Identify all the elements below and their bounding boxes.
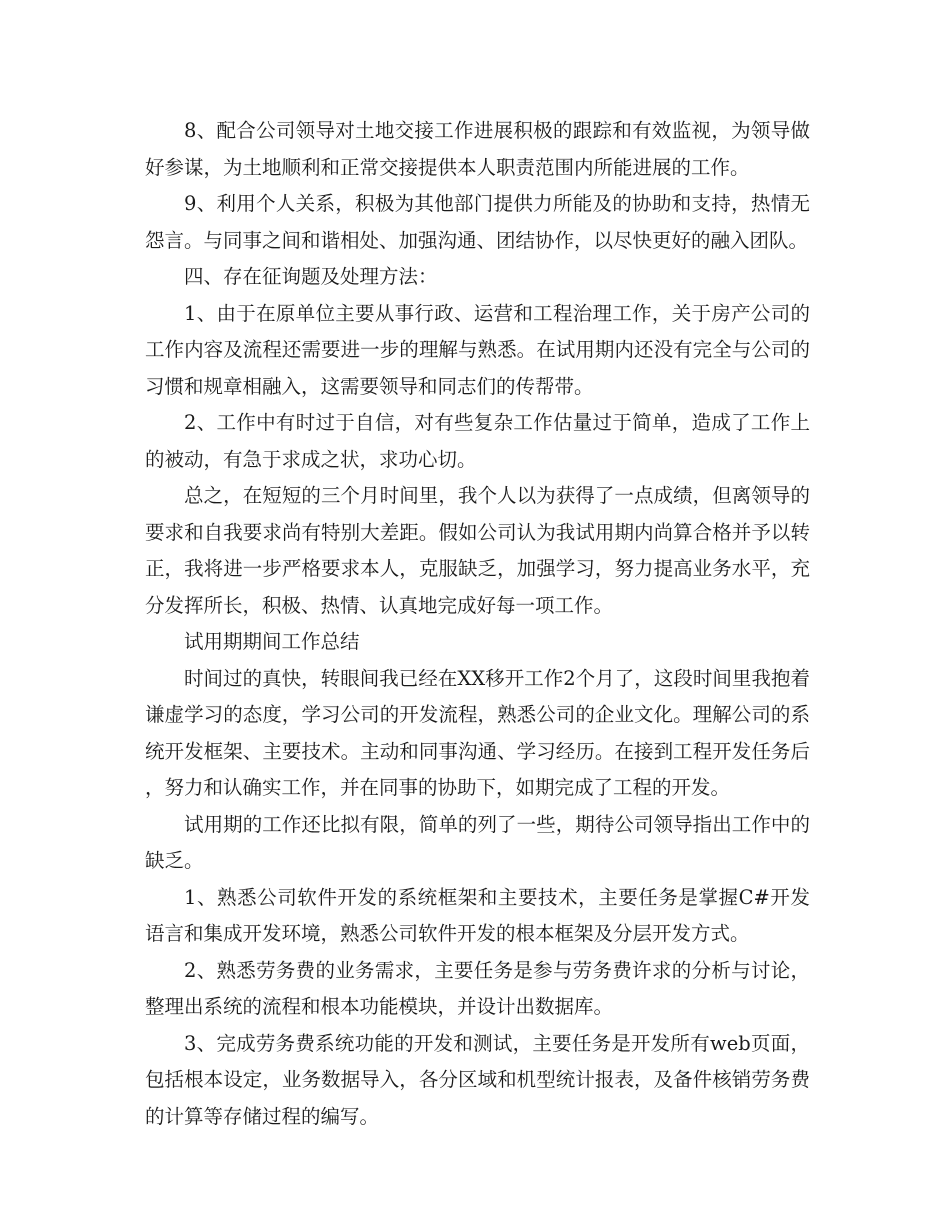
paragraph-task-3: 3、完成劳务费系统功能的开发和测试，主要任务是开发所有web页面，包括根本设定，业务数据导入，各分区域和机型统计报表，及备件核销劳务费的计算等存储过程的编写。 xyxy=(145,1031,810,1128)
paragraph-item-8: 8、配合公司领导对土地交接工作进展积极的跟踪和有效监视，为领导做好参谋，为土地顺利和正常交接提供本人职责范围内所能进展的工作。 xyxy=(145,119,810,179)
paragraph-scope: 试用期的工作还比拟有限，简单的列了一些，期待公司领导指出工作中的缺乏。 xyxy=(145,812,810,872)
paragraph-problem-2: 2、工作中有时过于自信，对有些复杂工作估量过于简单，造成了工作上的被动，有急于求成之状，求功心切。 xyxy=(145,411,810,471)
section-title-summary: 试用期期间工作总结 xyxy=(184,630,360,653)
paragraph-item-9: 9、利用个人关系，积极为其他部门提供力所能及的协助和支持，热情无怨言。与同事之间和谐相处、加强沟通、团结协作，以尽快更好的融入团队。 xyxy=(145,192,810,252)
paragraph-intro: 时间过的真快，转眼间我已经在XX移开工作2个月了，这段时间里我抱着谦虚学习的态度，学习公司的开发流程，熟悉公司的企业文化。理解公司的系统开发框架、主要技术。主动和同事沟通、学习经历。在接到工程开发任务后，努力和认确实工作，并在同事的协助下，如期完成了工程的开发。 xyxy=(145,666,810,799)
section-heading-problems: 四、存在征询题及处理方法： xyxy=(184,265,438,288)
paragraph-conclusion: 总之，在短短的三个月时间里，我个人以为获得了一点成绩，但离领导的要求和自我要求尚有特别大差距。假如公司认为我试用期内尚算合格并予以转正，我将进一步严格要求本人，克服缺乏，加强学习，努力提高业务水平，充分发挥所长，积极、热情、认真地完成好每一项工作。 xyxy=(145,484,810,617)
document-body xyxy=(145,113,810,1135)
paragraph-task-1: 1、熟悉公司软件开发的系统框架和主要技术，主要任务是掌握C#开发语言和集成开发环境，熟悉公司软件开发的根本框架及分层开发方式。 xyxy=(145,885,810,945)
paragraph-task-2: 2、熟悉劳务费的业务需求，主要任务是参与劳务费许求的分析与讨论，整理出系统的流程和根本功能模块，并设计出数据库。 xyxy=(145,958,810,1018)
paragraph-problem-1: 1、由于在原单位主要从事行政、运营和工程治理工作，关于房产公司的工作内容及流程还需要进一步的理解与熟悉。在试用期内还没有完全与公司的习惯和规章相融入，这需要领导和同志们的传帮带。 xyxy=(145,301,810,398)
